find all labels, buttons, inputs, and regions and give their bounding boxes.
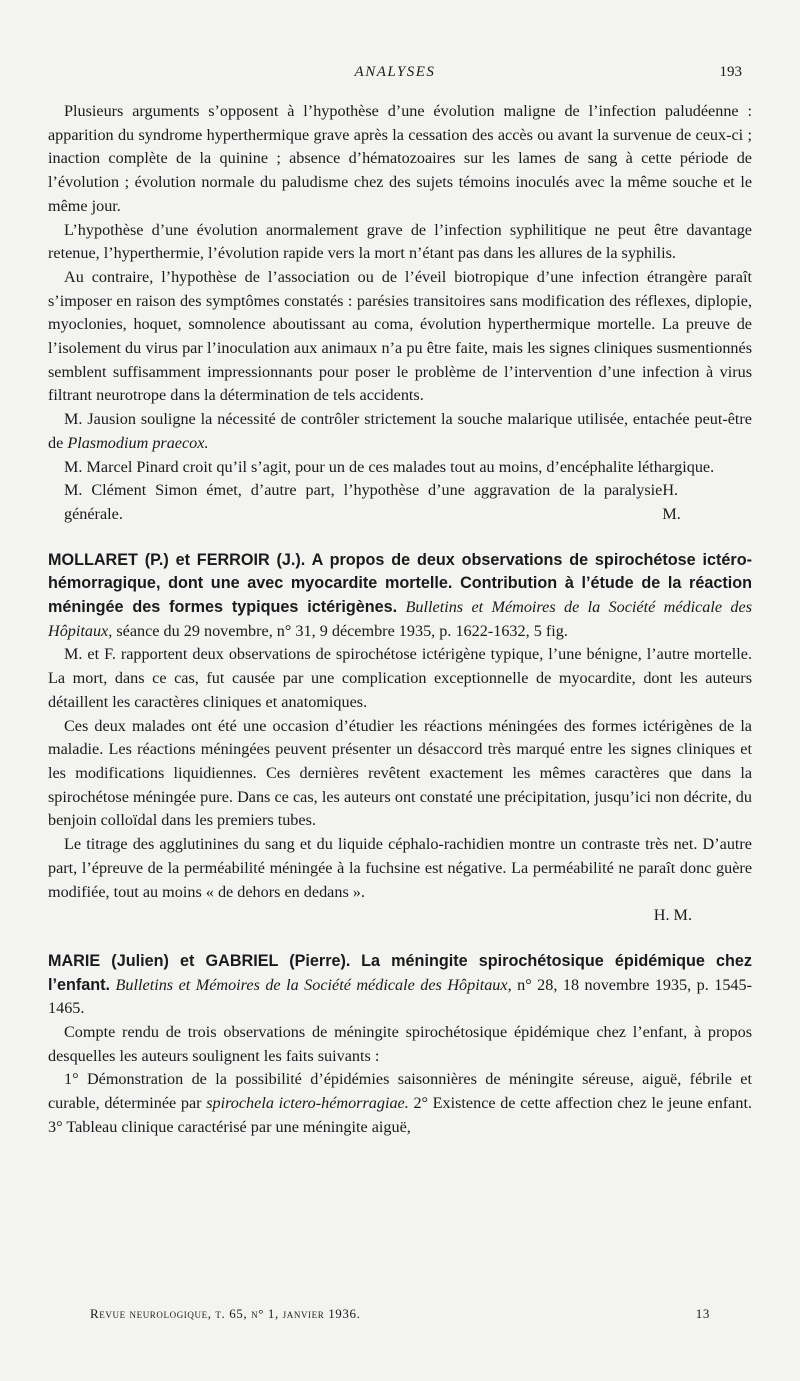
article-mollaret xyxy=(48,549,752,928)
paragraph-text: 1° Démonstration de la possibilité d’épidémies saisonnières de méningite séreuse, aiguë, fébrile et curable, déterminée par xyxy=(48,1070,752,1113)
body-text xyxy=(48,100,752,1140)
paragraph xyxy=(48,408,752,455)
species-name: spirochela ictero-hémorragiae. xyxy=(206,1094,409,1113)
paragraph: M. et F. rapportent deux observations de spirochétose ictérigène typique, l’une bénigne, l’autre mortelle. La mort, dans ce cas, fut causée par une complication exceptionnelle de myocardite, dont les auteurs détaillent les caractères cliniques et anatomiques. xyxy=(48,645,752,711)
page-number: 193 xyxy=(719,64,742,80)
citation-details: n° 28, 18 novembre 1935, p. 1545-1465. xyxy=(48,975,753,1018)
page-footer xyxy=(90,1306,710,1322)
signature-line xyxy=(48,904,752,928)
paragraph: Le titrage des agglutinines du sang et du liquide céphalo-rachidien montre un contraste très net. D’autre part, l’épreuve de la perméabilité méningée à la fuchsine est négative. La perméabilité ne paraît donc guère modifiée, tout au moins « de dehors en dedans ». xyxy=(48,835,752,901)
paragraph-with-signature xyxy=(48,479,752,526)
article-title: La méningite spirochétosique épidémique chez l’enfant. xyxy=(48,951,753,994)
paragraph: L’hypothèse d’une évolution anormalement grave de l’infection syphilitique ne peut être davantage retenue, l’hyperthermie, l’évolution rapide vers la mort n’étant pas dans les allures de la syphilis. xyxy=(48,220,752,263)
article-authors: MARIE (Julien) et GABRIEL (Pierre). xyxy=(48,951,351,970)
journal-name: Bulletins et Mémoires de la Société médicale des Hôpitaux, xyxy=(115,975,512,994)
article-marie xyxy=(48,950,752,1140)
article-authors: MOLLARET (P.) et FERROIR (J.). xyxy=(48,550,306,569)
paragraph: Plusieurs arguments s’opposent à l’hypothèse d’une évolution maligne de l’infection paludéenne : apparition du syndrome hyperthermique grave après la cessation des accès ou avant la survenue de ceux-ci ; inaction complète de la quinine ; absence d’hématozoaires sur les lames de sang à cette période de l’évolution ; évolution normale du paludisme chez des sujets témoins inoculés avec la même souche et le même jour. xyxy=(48,102,752,215)
paragraph-text: M. Clément Simon émet, d’autre part, l’hypothèse d’une aggravation de la paralysie générale. xyxy=(64,481,663,523)
sheet-number: 13 xyxy=(695,1306,710,1321)
citation-details: séance du 29 novembre, n° 31, 9 décembre 1935, p. 1622-1632, 5 fig. xyxy=(116,621,568,640)
species-name: Plasmodium praecox. xyxy=(67,433,209,452)
article-heading xyxy=(48,950,752,1021)
continued-review xyxy=(48,100,752,527)
article-title: A propos de deux observations de spirochétose ictéro-hémorragique, dont une avec myocardite mortelle. Contribution à l’étude de la réaction méningée des formes typiques ictérigènes. xyxy=(48,550,752,617)
article-heading xyxy=(48,549,752,644)
journal-footer: Revue neurologique, t. 65, n° 1, janvier 1936. xyxy=(90,1306,361,1321)
paragraph-text: M. Jausion souligne la nécessité de contrôler strictement la souche malarique utilisée, entachée peut-être de xyxy=(48,410,752,452)
paragraph: Compte rendu de trois observations de méningite spirochétosique épidémique chez l’enfant, à propos desquelles les auteurs soulignent les faits suivants : xyxy=(48,1023,752,1065)
journal-name: Bulletins et Mémoires de la Société médicale des Hôpitaux, xyxy=(48,598,752,640)
paragraph: Ces deux malades ont été une occasion d’étudier les réactions méningées des formes ictérigènes de la maladie. Les réactions méningées peuvent présenter un désaccord très marqué entre les signes cliniques et les modifications liquidiennes. Ces dernières revêtent exactement les mêmes caractères que dans la spirochétose méningée pure. Dans ce cas, les auteurs ont constaté une précipitation, jusqu’ici non décrite, du benjoin colloïdal dans les premiers tubes. xyxy=(48,716,752,830)
paragraph xyxy=(48,1068,752,1139)
paragraph-text: 2° Existence de cette affection chez le jeune enfant. 3° Tableau clinique caractérisé par une méningite aiguë, xyxy=(48,1094,753,1136)
paragraph: Au contraire, l’hypothèse de l’association ou de l’éveil biotropique d’une infection étrangère paraît s’imposer en raison des symptômes constatés : parésies transitoires sans modification des réflexes, diplopie, myoclonies, hoquet, somnolence aboutissant au coma, évolution hyperthermique mortelle. La preuve de l’isolement du virus par l’inoculation aux animaux n’a pu être faite, mais les signes cliniques susmentionnés semblent suffisamment impressionnants pour poser le problème de l’intervention d’une infection à virus filtrant neurotrope dans la détermination de tels accidents. xyxy=(48,267,752,405)
reviewer-initials: H. M. xyxy=(662,481,681,523)
reviewer-initials: H. M. xyxy=(653,906,692,925)
running-head xyxy=(48,64,742,86)
paragraph: M. Marcel Pinard croit qu’il s’agit, pour un de ces malades tout au moins, d’encéphalite léthargique. xyxy=(64,457,715,476)
running-head-title: ANALYSES xyxy=(354,64,436,80)
